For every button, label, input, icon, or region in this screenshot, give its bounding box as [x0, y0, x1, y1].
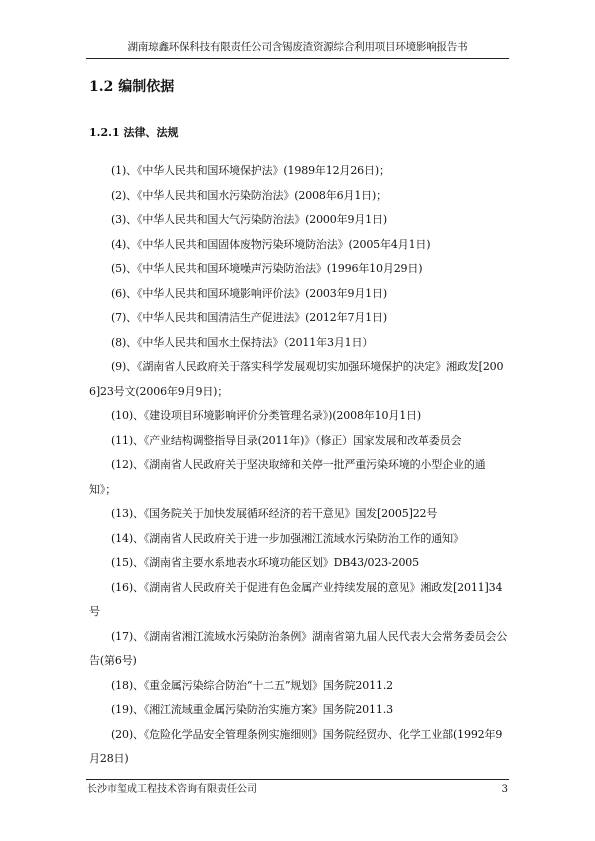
footer-company: 长沙市玺成工程技术咨询有限责任公司 [87, 784, 257, 795]
reference-item-12: (12)、《湖南省人民政府关于坚决取缔和关停一批严重污染环境的小型企业的通知》； [89, 458, 486, 496]
reference-item-15: (15)、《湖南省主要水系地表水环境功能区划》DB43/023-2005 [111, 556, 419, 569]
reference-item-16: (16)、《湖南省人民政府关于促进有色金属产业持续发展的意见》湘政发[2011]34号 [89, 580, 503, 618]
reference-item-7: (7)、《中华人民共和国清洁生产促进法》(2012年7月1日) [111, 311, 388, 324]
reference-list [89, 159, 512, 772]
reference-item-3: (3)、《中华人民共和国大气污染防治法》(2000年9月1日) [111, 213, 388, 226]
reference-item-4: (4)、《中华人民共和国固体废物污染环境防治法》(2005年4月1日) [111, 237, 431, 251]
header-divider [86, 58, 509, 59]
reference-item-5: (5)、《中华人民共和国环境噪声污染防治法》(1996年10月29日) [111, 262, 423, 275]
reference-item-9: (9)、《湖南省人民政府关于落实科学发展观切实加强环境保护的决定》湘政发[2006]23号文(2006年9月9日)； [89, 360, 504, 398]
footer-divider [86, 779, 509, 780]
reference-item-2: (2)、《中华人民共和国水污染防治法》(2008年6月1日)； [111, 188, 388, 202]
reference-item-18: (18)、《重金属污染综合防治“十二五”规划》国务院2011.2 [111, 678, 394, 692]
section-title: 1.2 编制依据 [89, 79, 175, 95]
page-number: 3 [501, 784, 508, 795]
reference-item-1: (1)、《中华人民共和国环境保护法》(1989年12月26日)； [111, 164, 390, 177]
reference-item-14: (14)、《湖南省人民政府关于进一步加强湘江流域水污染防治工作的通知》 [111, 531, 464, 545]
reference-item-19: (19)、《湘江流域重金属污染防治实施方案》国务院2011.3 [111, 703, 393, 716]
reference-item-8: (8)、《中华人民共和国水土保持法》（2011年3月1日） [111, 335, 374, 349]
reference-item-11: (11)、《产业结构调整指导目录(2011年)》（修正）国家发展和改革委员会 [111, 433, 462, 447]
reference-item-13: (13)、《国务院关于加快发展循环经济的若干意见》国发[2005]22号 [111, 507, 438, 520]
reference-item-6: (6)、《中华人民共和国环境影响评价法》(2003年9月1日) [111, 286, 388, 300]
reference-item-17: (17)、《湖南省湘江流域水污染防治条例》湖南省第九届人民代表大会常务委员会公告(第6号) [89, 629, 508, 667]
page-header: 湖南琼鑫环保科技有限责任公司含锡废渣资源综合利用项目环境影响报告书 [127, 41, 468, 53]
reference-item-20: (20)、《危险化学品安全管理条例实施细则》国务院经贸办、化学工业部(1992年9月28日) [89, 727, 503, 765]
reference-item-10: (10)、《建设项目环境影响评价分类管理名录》)(2008年10月1日) [111, 409, 422, 422]
subsection-title: 1.2.1 法律、法规 [89, 126, 179, 139]
